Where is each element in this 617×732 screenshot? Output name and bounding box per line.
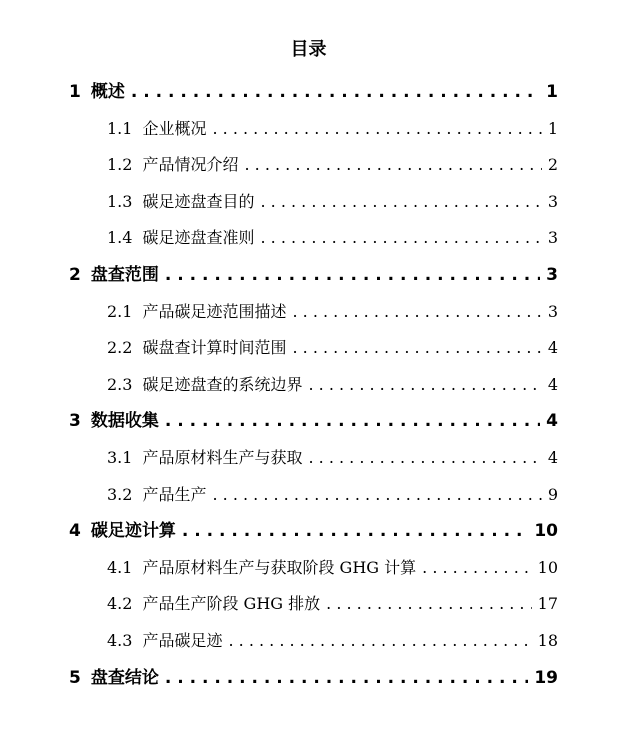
toc-entry-number: 1.3 [107,191,133,211]
toc-entry-4-3[interactable] [0,623,617,660]
toc-entry-1[interactable] [0,74,617,111]
toc-dot-leader [260,220,541,257]
toc-title: 目录 [290,39,327,60]
toc-entry-number: 2.2 [107,338,133,358]
toc-dot-leader [292,294,541,331]
toc-entry-text: 碳盘查计算时间范围 [142,338,287,358]
toc-entry-number: 1 [69,82,81,102]
toc-entry-page: 4 [546,411,558,432]
toc-entry-page: 2 [547,155,558,175]
toc-entry-number: 4 [69,521,81,542]
toc-entry-number: 2.3 [107,374,133,394]
toc-entry-text: 碳足迹盘查准则 [142,228,255,248]
toc-entry-1-2[interactable] [0,147,617,184]
toc-entry-number: 3.1 [107,447,133,467]
toc-entry-text: 产品生产 [142,484,207,504]
toc-entry-page: 10 [534,521,558,542]
toc-entry-text: 产品原材料生产与获取 [142,447,303,467]
toc-entry-page: 3 [546,264,558,285]
toc-entry-number: 4.3 [107,630,133,650]
toc-entry-text: 盘查结论 [90,667,159,688]
toc-entry-4-1[interactable] [0,550,617,587]
toc-entry-2-3[interactable] [0,367,617,404]
toc-dot-leader [165,257,540,294]
toc-dot-leader [228,623,531,660]
toc-dot-leader [212,111,541,148]
toc-entry-page: 1 [546,82,558,102]
toc-entry-text: 概述 [90,82,125,102]
toc-entry-page: 3 [547,228,558,248]
toc-entry-text: 产品情况介绍 [142,155,239,175]
toc-entry-number: 4.2 [107,594,133,614]
toc-entry-text: 数据收集 [90,411,159,432]
toc-entry-2-2[interactable] [0,330,617,367]
toc-entry-page: 3 [547,191,558,211]
toc-entry-number: 4.1 [107,557,133,577]
toc-entry-1-1[interactable] [0,111,617,148]
toc-dot-leader [292,330,541,367]
toc-entry-number: 2 [69,264,81,285]
toc-entry-page: 17 [537,594,558,614]
toc-entry-5[interactable] [0,660,617,697]
toc-entry-page: 4 [547,338,558,358]
toc-entry-number: 5 [69,667,81,688]
toc-entry-text: 盘查范围 [90,264,159,285]
toc-entry-number: 1.4 [107,228,133,248]
toc-dot-leader [212,477,541,514]
toc-dot-leader [422,550,531,587]
toc-entry-number: 3 [69,411,81,432]
toc-entry-number: 3.2 [107,484,133,504]
toc-entry-text: 企业概况 [142,118,207,138]
toc-entry-text: 产品碳足迹范围描述 [142,301,287,321]
toc-entry-page: 4 [547,447,558,467]
toc-entry-text: 碳足迹计算 [90,521,176,542]
toc-entry-page: 4 [547,374,558,394]
toc-entry-1-4[interactable] [0,220,617,257]
toc-entry-page: 9 [547,484,558,504]
toc-dot-leader [326,586,531,623]
toc-dot-leader [308,440,541,477]
toc-entry-number: 2.1 [107,301,133,321]
toc-dot-leader [244,147,541,184]
toc-entry-text: 产品原材料生产与获取阶段 GHG 计算 [142,557,417,577]
toc-entry-page: 18 [537,630,558,650]
toc-dot-leader [308,367,541,404]
toc-entry-3[interactable] [0,403,617,440]
toc-dot-leader [131,74,540,111]
toc-dot-leader [165,403,540,440]
toc-dot-leader [182,513,528,550]
toc-entry-text: 产品生产阶段 GHG 排放 [142,594,321,614]
toc-dot-leader [260,184,541,221]
toc-entry-4[interactable] [0,513,617,550]
toc-entry-3-2[interactable] [0,477,617,514]
toc-entry-page: 3 [547,301,558,321]
toc-entry-text: 产品碳足迹 [142,630,223,650]
toc-entry-number: 1.1 [107,118,133,138]
toc-entry-text: 碳足迹盘查的系统边界 [142,374,303,394]
toc-entry-2[interactable] [0,257,617,294]
toc-entry-1-3[interactable] [0,184,617,221]
toc-entry-page: 19 [534,667,558,688]
toc-entry-page: 1 [547,118,558,138]
toc-list [0,74,617,696]
toc-dot-leader [165,660,528,697]
toc-entry-4-2[interactable] [0,586,617,623]
toc-entry-page: 10 [537,557,558,577]
toc-entry-3-1[interactable] [0,440,617,477]
toc-entry-text: 碳足迹盘查目的 [142,191,255,211]
toc-entry-2-1[interactable] [0,294,617,331]
toc-entry-number: 1.2 [107,155,133,175]
